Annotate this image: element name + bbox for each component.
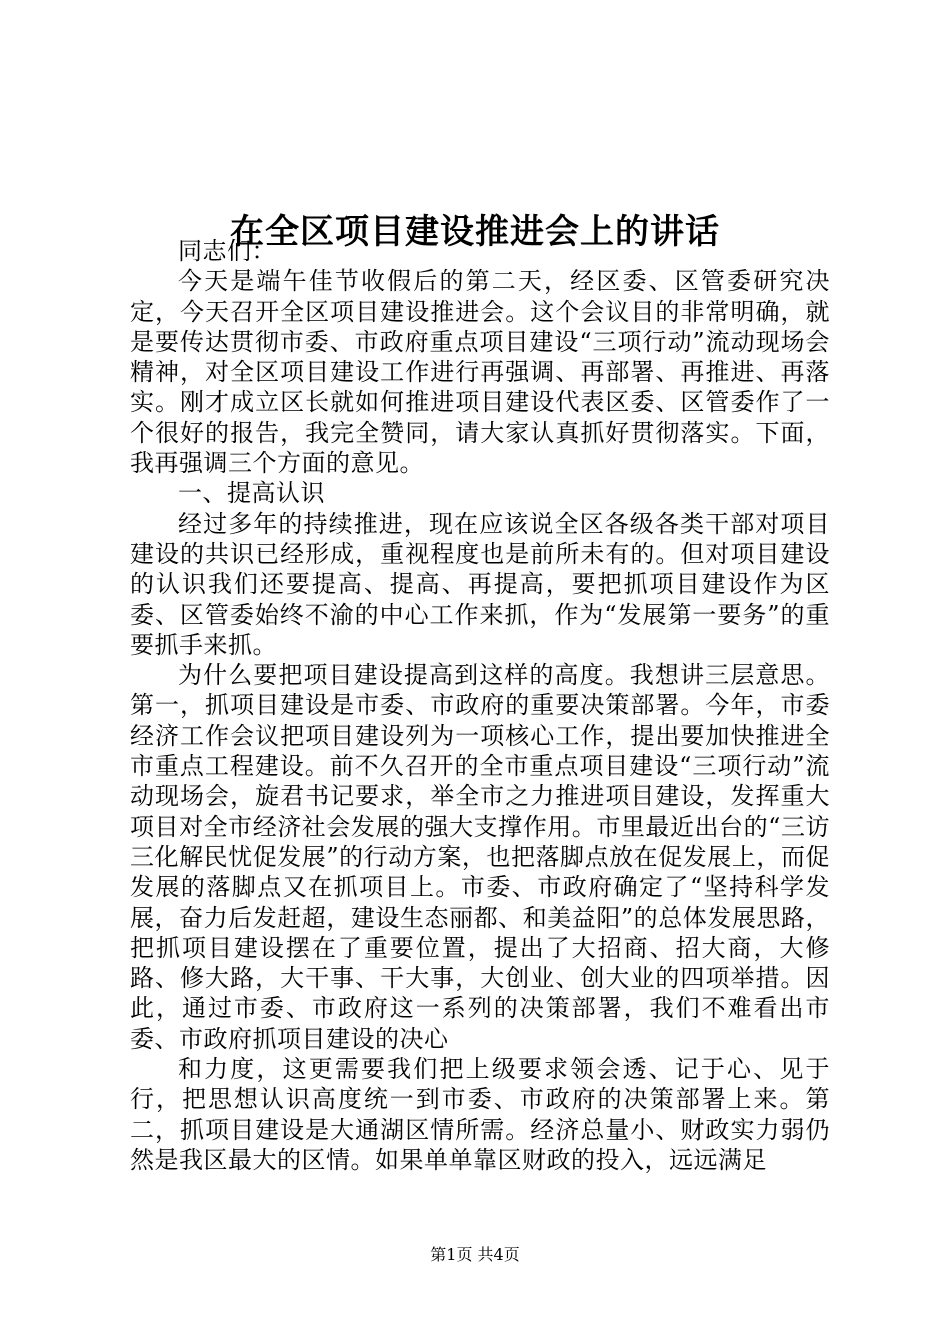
paragraph-section-1-continued: 和力度，这更需要我们把上级要求领会透、记于心、见于行，把思想认识高度统一到市委、市政府的决策部署上来。第二，抓项目建设是大通湖区情所需。经济总量小、财政实力弱仍然是我区最大的区情。如果单单靠区财政的投入，远远满足 [130,1055,830,1174]
document-title: 在全区项目建设推进会上的讲话 [230,211,720,252]
paragraph-section-1-intro: 经过多年的持续推进，现在应该说全区各级各类干部对项目建设的共识已经形成，重视程度也是前所未有的。但对项目建设的认识我们还要提高、提高、再提高，要把抓项目建设作为区委、区管委始终不渝的中心工作来抓，作为“发展第一要务”的重要抓手来抓。 [130,509,830,659]
page-footer: 第1页 共4页 [430,1245,520,1264]
section-heading-1: 一、提高认识 [178,479,325,508]
document-body [130,236,830,1175]
paragraph-salutation: 同志们： [178,237,276,265]
paragraph-opening: 今天是端午佳节收假后的第二天，经区委、区管委研究决定，今天召开全区项目建设推进会。这个会议目的非常明确，就是要传达贯彻市委、市政府重点项目建设“三项行动”流动现场会精神，对全区项目建设工作进行再强调、再部署、再推进、再落实。刚才成立区长就如何推进项目建设代表区委、区管委作了一个很好的报告，我完全赞同，请大家认真抓好贯彻落实。下面，我再强调三个方面的意见。 [130,267,830,478]
paragraph-section-1-reasons: 为什么要把项目建设提高到这样的高度。我想讲三层意思。第一，抓项目建设是市委、市政府的重要决策部署。今年，市委经济工作会议把项目建设列为一项核心工作，提出要加快推进全市重点工程建设。前不久召开的全市重点项目建设“三项行动”流动现场会，旋君书记要求，举全市之力推进项目建设，发挥重大项目对全市经济社会发展的强大支撑作用。市里最近出台的“三访三化解民忧促发展”的行动方案，也把落脚点放在促发展上，而促发展的落脚点又在抓项目上。市委、市政府确定了“坚持科学发展，奋力后发赶超，建设生态丽都、和美益阳”的总体发展思路，把抓项目建设摆在了重要位置，提出了大招商、招大商，大修路、修大路，大干事、干大事，大创业、创大业的四项举措。因此，通过市委、市政府这一系列的决策部署，我们不难看出市委、市政府抓项目建设的决心 [130,661,830,1053]
